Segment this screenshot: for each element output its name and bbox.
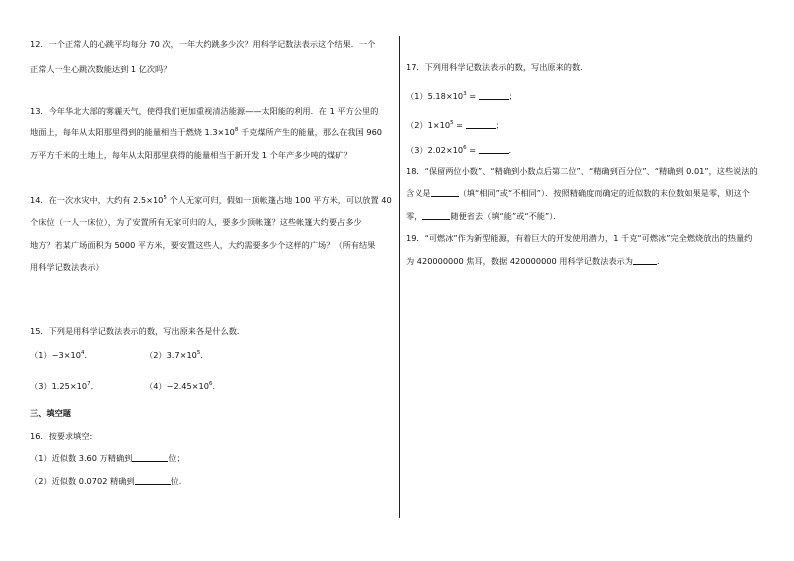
q13-line-2: 地面上，每年从太阳那里得到的能量相当于燃烧 $1.3\times 10^8$ 千克煤所产生的能量，那么在我国 960 (30, 127, 382, 137)
q17-item-1: $(1)5.18\times 10^3$ = ； (406, 91, 517, 101)
column-divider (399, 36, 400, 518)
answer-blank[interactable] (132, 453, 168, 462)
q14-line-3: 地方？若某广场面积为 5000 平方米，要安置这些人，大约需要多少个这样的广场？（所有结果 (30, 240, 376, 250)
q15-item-2: $(2)3.7\times 10^5$． (145, 350, 209, 360)
q14-line-1: 14．在一次水灾中，大约有 $2.5\times 10^5$ 个人无家可归，假如一顶帐篷占地 100 平方米，可以放置 40 (30, 195, 392, 205)
q14-line-2: 个床位（一人一床位），为了安置所有无家可归的人，要多少顶帐篷？这些帐篷大约要占多少 (30, 217, 362, 227)
q18-line-3: 零， 随便省去（填“能”或“不能”）． (406, 211, 562, 221)
q15-item-4: $(4)-2.45\times 10^6$． (145, 381, 221, 391)
q19-line-1: 19．“可燃冰”作为新型能源，有着巨大的开发使用潜力，1 千克“可燃冰”完全燃烧放出的热量约 (406, 233, 753, 243)
q18-line-1: 18．“保留两位小数”、“精确到小数点后第二位”、“精确到百分位”、“精确到 0.01”，这些说法的 (406, 166, 758, 176)
q13-line-1: 13．今年华北大部的雾霾天气，使得我们更加重视清洁能源——太阳能的利用．在 1 平方公里的 (30, 106, 379, 116)
q13-line-3: 万平方千米的土地上，每年从太阳那里获得的能量相当于新开发 1 个年产多少吨的煤矿？ (30, 150, 352, 160)
q15-item-1: $(1)-3\times 10^4$． (30, 350, 93, 360)
q16-stem: 16．按要求填空: (30, 431, 93, 441)
q17-item-2: $(2)1\times 10^5$ = ； (406, 120, 504, 130)
answer-blank[interactable] (466, 120, 496, 129)
section-fill-in-title: 三、填空题 (30, 408, 71, 418)
answer-blank[interactable] (422, 211, 450, 220)
answer-blank[interactable] (135, 476, 171, 485)
q15-item-3: $(3)1.25\times 10^7$． (30, 381, 99, 391)
q12-line-2: 正常人一生心跳次数能达到 1 亿次吗？ (30, 64, 172, 74)
q19-line-2: 为 420000000 焦耳，数据 420000000 用科学记数法表示为 ． (406, 256, 666, 266)
q14-line-4: 用科学记数法表示） (30, 262, 104, 272)
q12-line-1: 12．一个正常人的心跳平均每分 70 次，一年大约跳多少次？用科学记数法表示这个结果．一个 (30, 39, 376, 49)
answer-blank[interactable] (479, 145, 509, 154)
answer-blank[interactable] (479, 91, 509, 100)
q17-stem: 17．下列用科学记数法表示的数，写出原来的数． (406, 62, 589, 72)
q16-item-1: （1）近似数 3.60 万精确到 位； (30, 453, 185, 463)
answer-blank[interactable] (431, 188, 459, 197)
q15-stem: 15．下列是用科学记数法表示的数，写出原来各是什么数． (30, 326, 246, 336)
q18-line-2: 含义是 （填“相同”或“不相同”）．按照精确度而确定的近似数的末位数如果是零，则这个 (406, 188, 750, 198)
q17-item-3: $(3)2.02\times 10^6$ = ． (406, 145, 517, 155)
q16-item-2: （2）近似数 0.0702 精确到 位． (30, 476, 187, 486)
answer-blank[interactable] (633, 256, 657, 265)
